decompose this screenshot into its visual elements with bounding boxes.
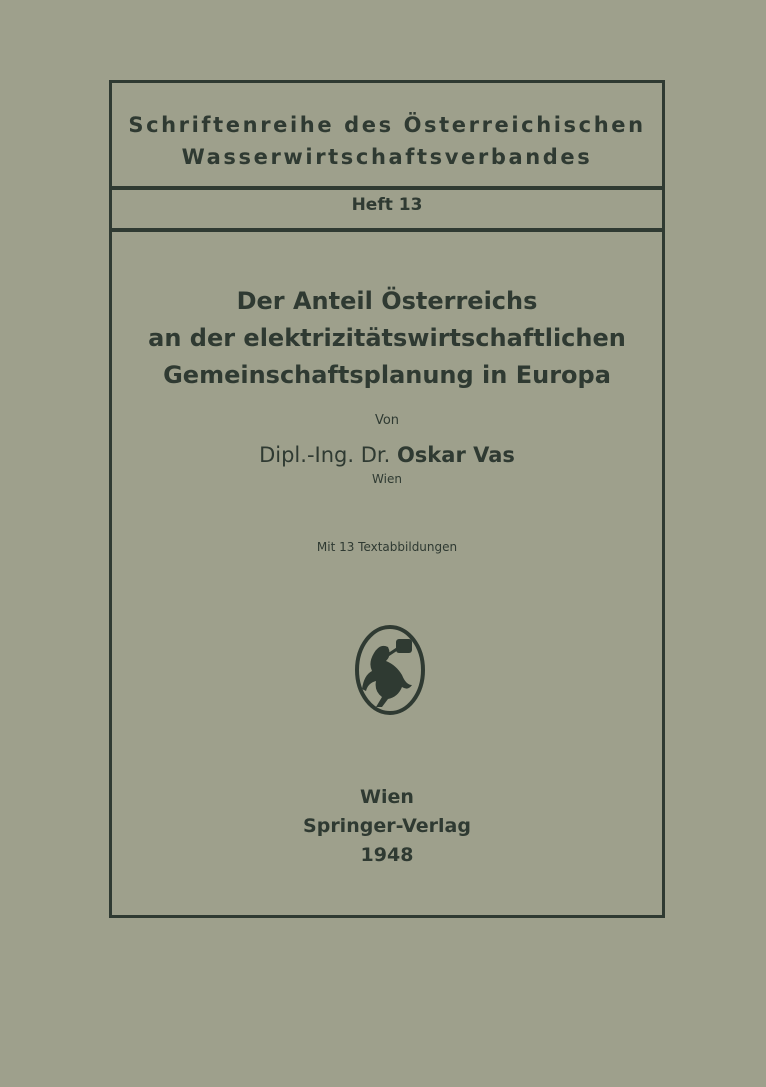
illustrations-note: Mit 13 Textabbildungen	[316, 540, 458, 554]
author-city: Wien	[372, 472, 402, 486]
title-line-2: an der elektrizitätswirtschaftlichen	[148, 324, 626, 352]
volume-number: Heft 13	[351, 195, 423, 215]
publisher-name: Springer-Verlag	[303, 815, 471, 837]
series-title	[112, 109, 662, 173]
book-title	[112, 283, 662, 394]
cover-frame	[109, 80, 665, 918]
author-name: Oskar Vas	[396, 443, 515, 467]
divider-top	[112, 186, 662, 190]
publication-year: 1948	[360, 844, 414, 866]
springer-horse-rider-emblem-icon	[352, 623, 428, 721]
title-line-3: Gemeinschaftsplanung in Europa	[163, 361, 611, 389]
author	[112, 443, 662, 467]
title-line-1: Der Anteil Österreichs	[236, 287, 538, 315]
publisher-city: Wien	[360, 786, 414, 808]
by-label: Von	[374, 413, 400, 428]
series-line-2: Wasserwirtschaftsverbandes	[181, 145, 593, 169]
author-prefix: Dipl.-Ing. Dr.	[259, 443, 391, 467]
divider-bottom	[112, 228, 662, 232]
series-line-1: Schriftenreihe des Österreichischen	[128, 113, 646, 137]
imprint	[112, 783, 662, 870]
